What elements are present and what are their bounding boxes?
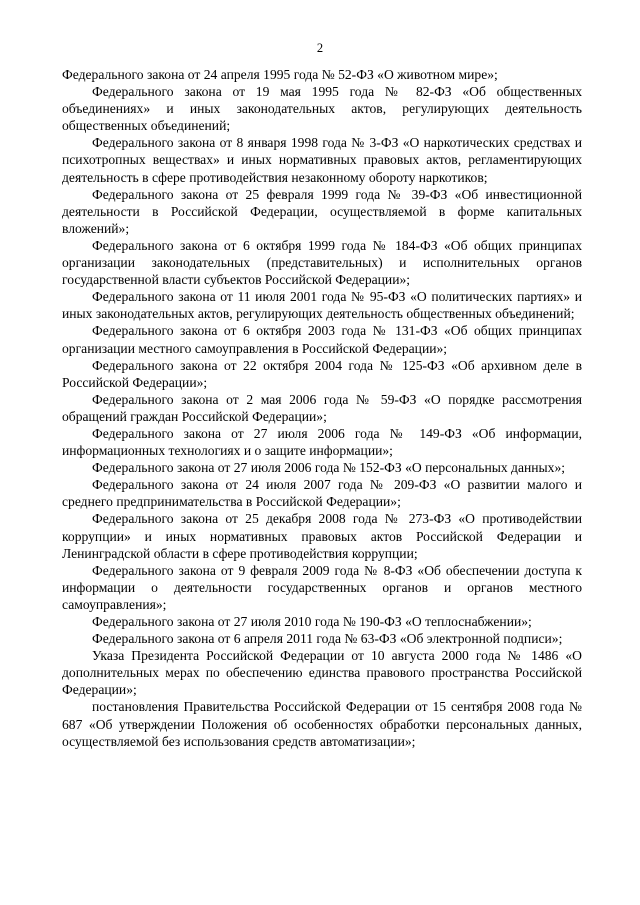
paragraph-8: Федерального закона от 22 октября 2004 года № 125-ФЗ «Об архивном деле в Российской Федерации»; [62,357,582,390]
paragraph-13: Федерального закона от 25 декабря 2008 года № 273-ФЗ «О противодействии коррупции» и иных нормативных правовых актов Российской Федерации и Ленинградской области в сфере противодействия коррупции; [62,511,582,561]
paragraph-14: Федерального закона от 9 февраля 2009 года № 8-ФЗ «Об обеспечении доступа к информации о деятельности государственных органов и органов местного самоуправления»; [62,562,582,612]
paragraph-7: Федерального закона от 6 октября 2003 года № 131-ФЗ «Об общих принципах организации местного самоуправления в Российской Федерации»; [62,323,582,356]
page-number: 2 [316,41,324,55]
paragraph-18: постановления Правительства Российской Федерации от 15 сентября 2008 года № 687 «Об утверждении Положения об особенностях обработки персональных данных, осуществляемой без использования средств автоматизации»; [62,699,582,749]
paragraph-5: Федерального закона от 6 октября 1999 года № 184-ФЗ «Об общих принципах организации законодательных (представительных) и исполнительных органов государственной власти субъектов Российской Федерации»; [62,237,582,288]
paragraph-4: Федерального закона от 25 февраля 1999 года № 39-ФЗ «Об инвестиционной деятельности в Российской Федерации, осуществляемой в форме капитальных вложений»; [62,186,582,236]
paragraph-15: Федерального закона от 27 июля 2010 года № 190-ФЗ «О теплоснабжении»; [92,614,532,629]
paragraph-6: Федерального закона от 11 июля 2001 года № 95-ФЗ «О политических партиях» и иных законодательных актов, регулирующих деятельность общественных объединений; [62,289,582,322]
paragraph-17: Указа Президента Российской Федерации от 10 августа 2000 года № 1486 «О дополнительных мерах по обеспечению единства правового пространства Российской Федерации»; [62,648,582,698]
paragraph-1: Федерального закона от 24 апреля 1995 года № 52-ФЗ «О животном мире»; [62,67,498,82]
document-body [62,66,582,750]
paragraph-9: Федерального закона от 2 мая 2006 года № 59-ФЗ «О порядке рассмотрения обращений граждан Российской Федерации»; [62,391,582,424]
paragraph-11: Федерального закона от 27 июля 2006 года № 152-ФЗ «О персональных данных»; [92,460,566,476]
paragraph-2: Федерального закона от 19 мая 1995 года № 82-ФЗ «Об общественных объединениях» и иных законодательных актов, регулирующих деятельность общественных объединений; [62,84,582,134]
paragraph-12: Федерального закона от 24 июля 2007 года № 209-ФЗ «О развитии малого и среднего предпринимательства в Российской Федерации»; [62,477,582,510]
paragraph-10: Федерального закона от 27 июля 2006 года № 149-ФЗ «Об информации, информационных технологиях и о защите информации»; [62,425,582,459]
paragraph-16: Федерального закона от 6 апреля 2011 года № 63-ФЗ «Об электронной подписи»; [92,631,563,647]
paragraph-3: Федерального закона от 8 января 1998 года № 3-ФЗ «О наркотических средствах и психотропных веществах» и иных нормативных правовых актов, регламентирующих деятельность в сфере противодействия незаконному обороту наркотиков; [62,135,582,185]
